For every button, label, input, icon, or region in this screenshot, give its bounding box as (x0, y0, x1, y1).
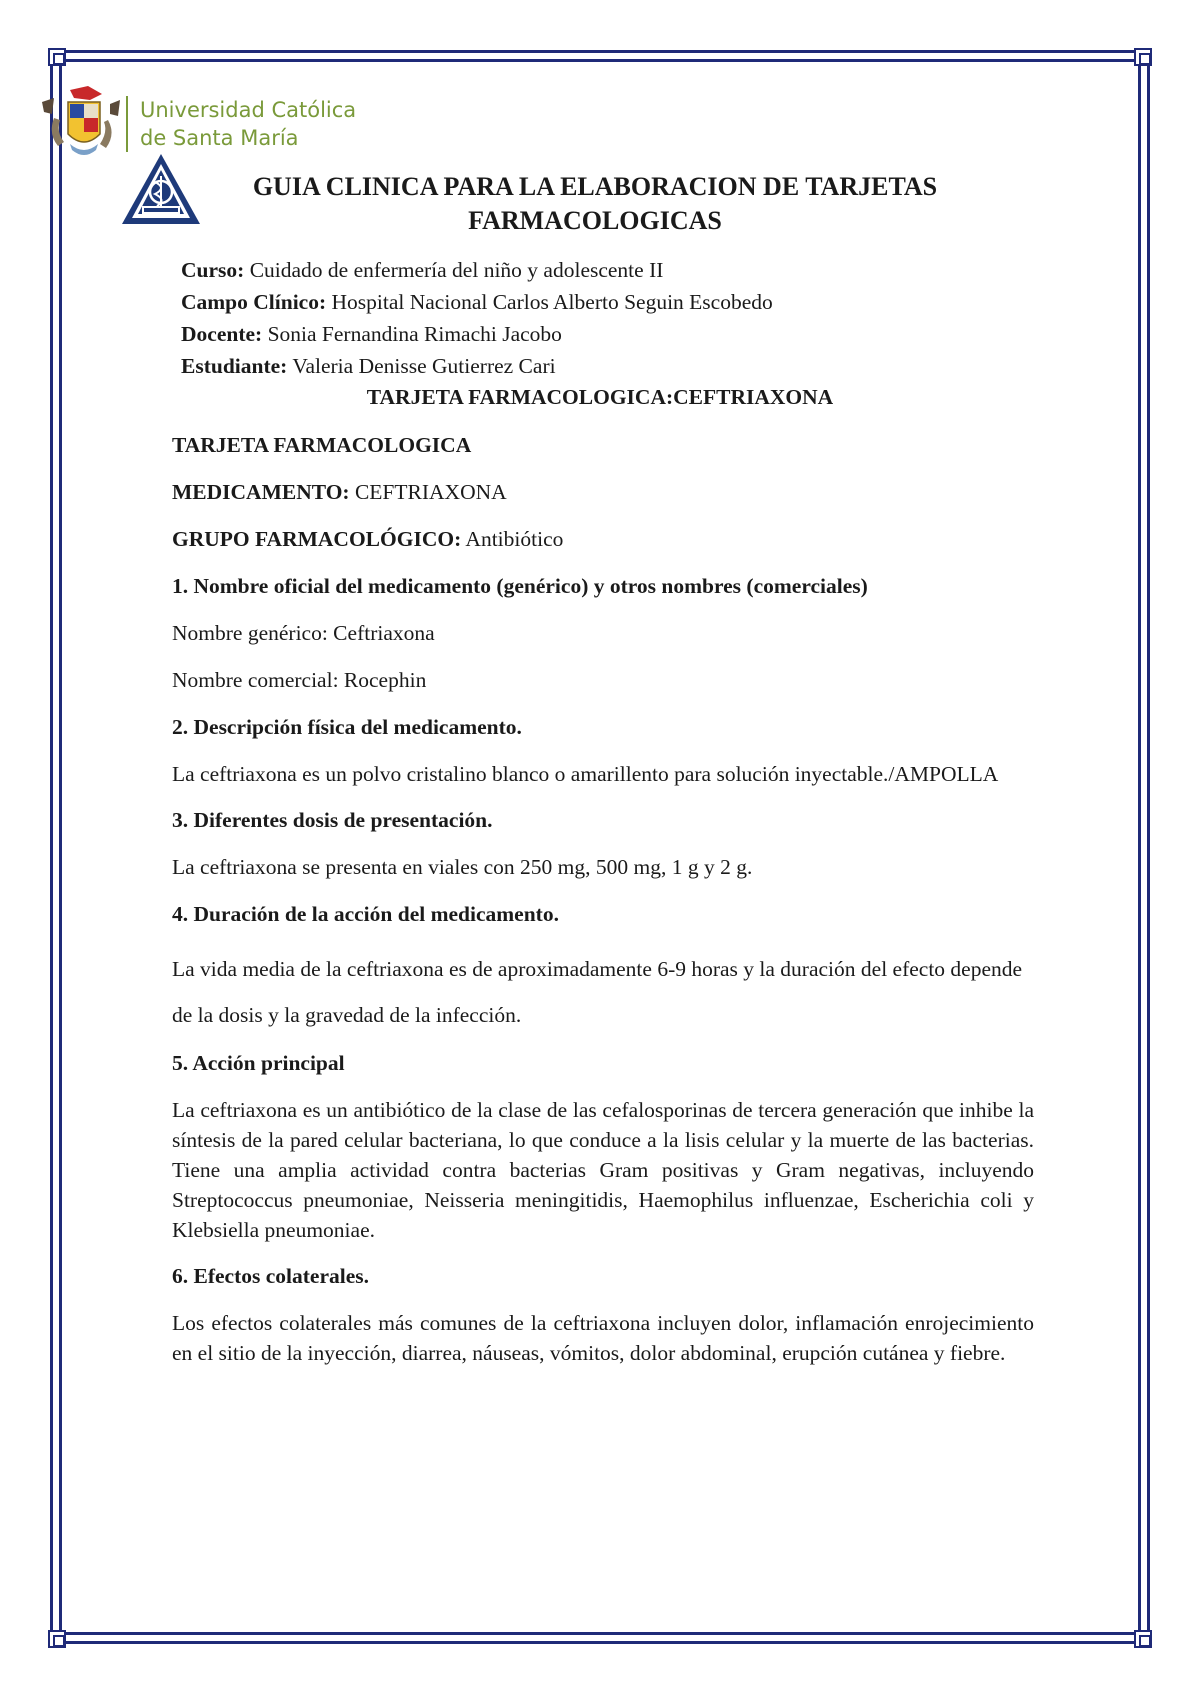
university-name-line1: Universidad Católica (140, 98, 357, 122)
generic-name: Nombre genérico: Ceftriaxona (172, 621, 435, 645)
section-2-heading: 2. Descripción física del medicamento. (172, 715, 522, 739)
section-6-text: Los efectos colaterales más comunes de la ceftriaxona incluyen dolor, inflamación enrojecimiento en el sitio de la inyección, diarrea, náuseas, vómitos, dolor abdominal, erupción cutánea y fiebre. (172, 1311, 1034, 1365)
document-title-line1: GUIA CLINICA PARA LA ELABORACION DE TARJETAS (252, 172, 938, 201)
section-5-text: La ceftriaxona es un antibiótico de la clase de las cefalosporinas de tercera generación que inhibe la síntesis de la pared celular bacteriana, lo que conduce a la lisis celular y la muerte de las bacterias. Tiene una amplia actividad contra bacterias Gram positivas y Gram negativas, incluyendo Streptococcus pneumoniae, Neisseria meningitidis, Haemophilus influenzae, Escherichia coli y Klebsiella pneumoniae. (172, 1098, 1034, 1242)
section-5-heading: 5. Acción principal (172, 1051, 345, 1075)
frame-corner-top-left (48, 48, 66, 66)
drug-group-value: Antibiótico (461, 527, 564, 551)
card-heading: TARJETA FARMACOLOGICA (172, 433, 472, 457)
student-label: Estudiante: (181, 354, 288, 378)
drug-group-label: GRUPO FARMACOLÓGICO: (172, 527, 462, 551)
medication-row (172, 477, 1034, 508)
section-3-text: La ceftriaxona se presenta en viales con 250 mg, 500 mg, 1 g y 2 g. (172, 855, 753, 879)
section-2-text: La ceftriaxona es un polvo cristalino blanco o amarillento para solución inyectable./AMPOLLA (172, 762, 999, 786)
frame-corner-bottom-left (48, 1630, 66, 1648)
document-title-line2: FARMACOLOGICAS (468, 206, 722, 235)
section-3-heading: 3. Diferentes dosis de presentación. (172, 808, 493, 832)
course-label: Curso: (181, 258, 245, 282)
section-4-text: La vida media de la ceftriaxona es de aproximadamente 6-9 horas y la duración del efecto depende de la dosis y la gravedad de la infección. (172, 957, 1023, 1027)
card-title: TARJETA FARMACOLOGICA:CEFTRIAXONA (366, 385, 834, 409)
teacher-row (181, 318, 773, 350)
commercial-name: Nombre comercial: Rocephin (172, 668, 427, 692)
university-name-line2: de Santa María (140, 126, 299, 150)
section-6-heading: 6. Efectos colaterales. (172, 1264, 370, 1288)
document-title (205, 170, 985, 238)
clinical-field-value: Hospital Nacional Carlos Alberto Seguin Escobedo (326, 290, 773, 314)
medication-label: MEDICAMENTO: (172, 480, 350, 504)
university-crest-logo (40, 84, 122, 164)
card-content (172, 430, 1034, 1384)
teacher-label: Docente: (181, 322, 263, 346)
drug-group-row (172, 524, 1034, 555)
frame-corner-bottom-right (1134, 1630, 1152, 1648)
student-row (181, 350, 773, 382)
student-value: Valeria Denisse Gutierrez Cari (287, 354, 556, 378)
course-row (181, 254, 773, 286)
course-info (181, 254, 773, 382)
medication-value: CEFTRIAXONA (349, 480, 507, 504)
nursing-emblem-logo (120, 152, 202, 232)
section-1-heading: 1. Nombre oficial del medicamento (genérico) y otros nombres (comerciales) (172, 574, 868, 598)
course-value: Cuidado de enfermería del niño y adolescente II (244, 258, 664, 282)
university-name (126, 96, 356, 152)
teacher-value: Sonia Fernandina Rimachi Jacobo (262, 322, 562, 346)
section-4-heading: 4. Duración de la acción del medicamento. (172, 902, 559, 926)
clinical-field-label: Campo Clínico: (181, 290, 327, 314)
frame-corner-top-right (1134, 48, 1152, 66)
clinical-field-row (181, 286, 773, 318)
